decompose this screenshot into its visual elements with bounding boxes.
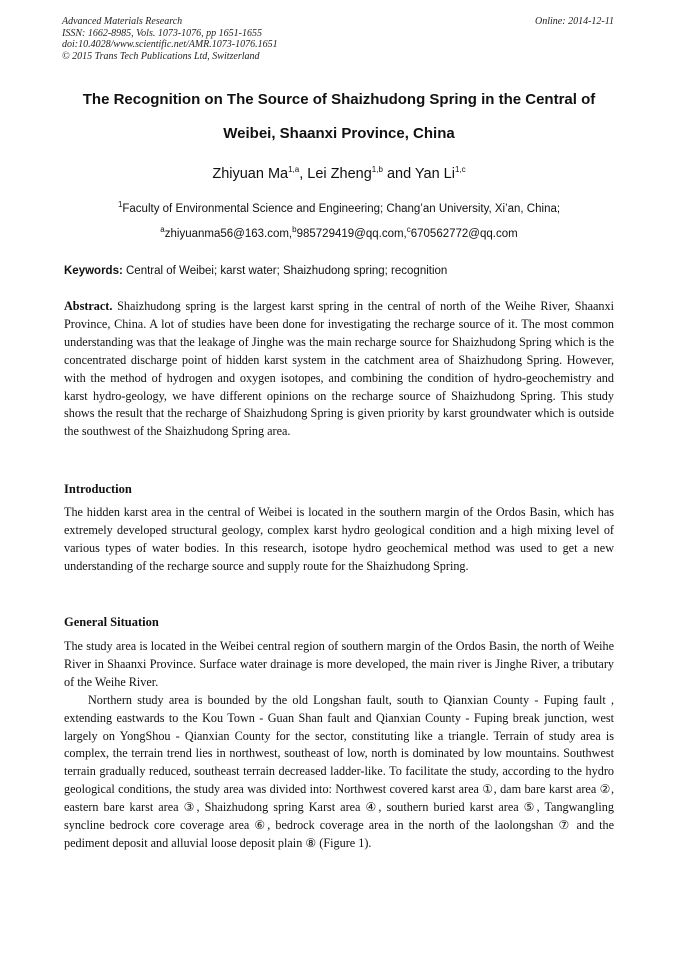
- introduction-paragraph: The hidden karst area in the central of Weibei is located in the southern margin of the Ordos Basin, which has extremely developed structural geology, complex karst hydro geological condition and a high mixing level of various types of water bodies. In this research, isotope hydro geochemical method was used to get a new understanding of the recharge source and supply route for the Shaizhudong Spring.: [64, 505, 614, 573]
- general-situation-heading: General Situation: [64, 615, 159, 629]
- email-address: 670562772@qq.com: [410, 228, 518, 240]
- keywords-label: Keywords:: [64, 265, 123, 277]
- author-affiliation-mark: 1,a: [288, 165, 300, 175]
- affiliation: [40, 200, 638, 215]
- copyright-line: © 2015 Trans Tech Publications Ltd, Switzerland: [62, 50, 260, 62]
- affiliation-mark: 1: [117, 200, 123, 210]
- author-name: Lei Zheng: [307, 166, 372, 182]
- abstract-text: Shaizhudong spring is the largest karst spring in the central of north of the Weihe River, Shaanxi Province, China. A lot of studies have been done for investigating the recharge source of it. The most common understanding was that the leakage of Jinghe was the main recharge source for Shaizhudong Spring which is the concentrated discharge point of hidden karst system in the catchment area of Shaizhudong Spring. However, with the method of hydrogen and oxygen isotopes, and combining the condition of hydro-geochemistry and karst hydro-geology, we have different opinions on the recharge source of Shaizhudong Spring. This study shows the result that the recharge of Shaizhudong Spring is given priority by karst groundwater which is outside the southwest of the Shaizhudong Spring area.: [64, 299, 614, 439]
- email-mark: a: [160, 225, 165, 235]
- general-situation-text: [64, 638, 614, 853]
- author-affiliation-mark: 1,b: [371, 165, 383, 175]
- keywords: [64, 265, 614, 277]
- paper-title-line-2: Weibei, Shaanxi Province, China: [223, 125, 455, 142]
- journal-header: [62, 16, 614, 62]
- email-address: zhiyuanma56@163.com,: [164, 228, 293, 240]
- author-separator: and: [382, 166, 415, 182]
- keywords-text: Central of Weibei; karst water; Shaizhudong spring; recognition: [122, 265, 448, 277]
- author-name: Zhiyuan Ma: [212, 166, 289, 182]
- doi-line: doi:10.4028/www.scientific.net/AMR.1073-1076.1651: [62, 39, 278, 50]
- email-address: 985729419@qq.com,: [296, 228, 407, 240]
- journal-name: Advanced Materials Research: [62, 16, 183, 27]
- affiliation-text: Faculty of Environmental Science and Engineering; Chang’an University, Xi’an, China;: [122, 203, 561, 215]
- author-affiliation-mark: 1,c: [454, 165, 466, 175]
- author-separator: ,: [299, 166, 308, 182]
- issn-line: ISSN: 1662-8985, Vols. 1073-1076, pp 1651-1655: [62, 27, 262, 39]
- abstract-label: Abstract.: [64, 299, 113, 313]
- general-situation-paragraph-1: The study area is located in the Weibei central region of southern margin of the Ordos Basin, the north of Weihe River in Shaanxi Province. Surface water drainage is more developed, the main river is Jinghe River, a tributary of the Weihe River.: [64, 639, 614, 689]
- introduction-heading: Introduction: [64, 482, 132, 496]
- email-mark: b: [292, 225, 297, 235]
- email-list: [40, 225, 638, 240]
- online-date: Online: 2014-12-11: [535, 16, 614, 27]
- introduction-text: [64, 504, 614, 576]
- general-situation-paragraph-2: Northern study area is bounded by the old Longshan fault, south to Qianxian County - Fuping fault , extending eastwards to the Kou Town - Guan Shan fault and Qianxian County - Fuping break junction, west largely on YongShou - Qianxian County for the sector, constituting like a triangle. Terrain of study area is complex, the terrain trend lies in northwest, southeast of low, north is dominated by low mountains. Southwest terrain gradually reduced, southeast terrain decreased ladder-like. To facilitate the study, according to the hydro geological conditions, the study area was divided into: Northwest covered karst area ①, dam bare karst area ②, eastern bare karst area ③, Shaizhudong spring Karst area ④, southern buried karst area ⑤, Tangwangling syncline bedrock core coverage area ⑥, bedrock coverage area in the north of the laolongshan ⑦ and the pediment deposit and alluvial loose deposit plain ⑧ (Figure 1).: [64, 692, 614, 850]
- paper-title-line-1: The Recognition on The Source of Shaizhudong Spring in the Central of: [82, 91, 596, 108]
- author-list: [40, 166, 638, 182]
- email-mark: c: [406, 225, 411, 235]
- abstract: [64, 298, 614, 441]
- author-name: Yan Li: [414, 166, 455, 182]
